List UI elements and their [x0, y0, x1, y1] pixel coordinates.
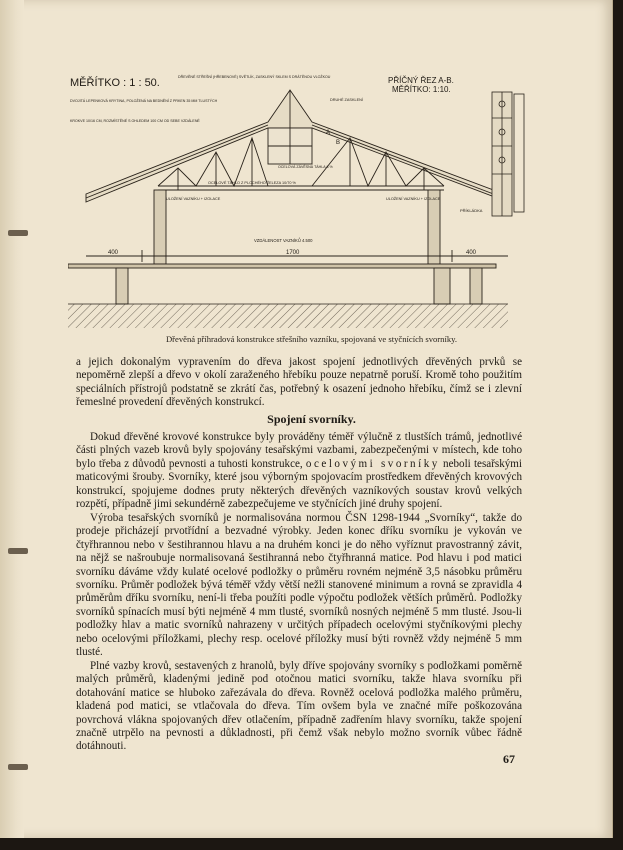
- roof-window-label: DŘEVĚNÉ STŘEŠNÍ (HŘEBENOVÉ) SVĚTLÍK, ZASKLENÝ SKLEM S DRÁTĚNOU VLOŽKOU: [178, 75, 331, 79]
- dim-mid: 1700: [286, 250, 300, 256]
- pricky-label: PŘÍKLÁDKA: [460, 208, 483, 213]
- binding-hole: [8, 230, 28, 236]
- paragraph-2-end: neboli tesařskými maticovými šrouby. Svorníky, které jsou výborným spojovacím prostředkem dřevěných krovových konstrukcí, spojujeme dodnes pruty některých dřevěných vazníkových soustav krovů velkých rozpětí, případně jimi sekundérně zabezpečujeme ve styčnících jiné druhy spojení.: [76, 457, 523, 511]
- covering-label: DVOJITÁ LEPENKOVÁ KRYTINA, POLOŽENÁ NA BEDNĚNÍ Z PRKEN 35 MM TLUSTÝCH: [70, 99, 218, 103]
- dim-right: 400: [466, 250, 477, 256]
- cross-section-detail: [492, 92, 524, 216]
- section-scale-label: MĚŘÍTKO: 1:10.: [392, 85, 451, 94]
- paragraph-2-emphasis: ocelovými svorníky: [305, 457, 440, 470]
- section-mark-a: A: [326, 130, 331, 136]
- rafters-label: KROKVE 10/16 CM, ROZMÍSTĚNÉ S OHLEDEM 100 CM OD SEBE VZDÁLENÉ: [70, 119, 200, 123]
- span-label: VZDÁLENOST VAZNÍKŮ 4.500: [254, 238, 313, 243]
- paragraph-intro: [76, 356, 522, 410]
- paragraph-4: Plné vazby krovů, sestavených z hranolů, byly dříve spojovány svorníky s podložkami poměrně malých průměrů, kladenými jedině pod otočnou matici svorníku, takže hlava svorníku při dotahování matice se hluboko zařezávala do dřeva. Rovněž ocelová podložka malého průměru, kladená pod matici, se vtlačovala do dřeva. Tím ovšem byla ve značné míře poškozována povrchová vlákna spojovaných dřev otlačením, případně zadřením hlavy svorníku, takže spojení značně utrpělo na pevnosti a důkladnosti, při čemž však nebylo možno svorník vůbec řádně dotáhnouti.: [76, 659, 522, 753]
- page-number: 67: [503, 752, 515, 766]
- ceiling-label: OCELOVÁ ZÁVĚSNÁ TÁHLA 8 %: [278, 165, 333, 169]
- paragraph-1: a jejich dokonalým vypravením do dřeva jakost spojení jednotlivých dřevěných prvků se nepoměrně zlepší a dřevo v okolí zaraženého hřebíku pouze nepatrně poruší. Kromě toho použitím speciálních přístrojů podstatně se zkrátí čas, potřebný k osazení jednoho hřebíku, čímž se i zlevní řemeslné provedení dřevěných konstrukcí.: [76, 356, 522, 409]
- paragraph-2: [76, 431, 522, 512]
- section-heading: Spojení svorníky.: [267, 412, 356, 426]
- dim-left: 400: [108, 250, 119, 256]
- figure-caption: Dřevěná příhradová konstrukce střešního vazníku, spojovaná ve styčnících svorníky.: [165, 334, 458, 344]
- section-label: PŘÍČNÝ ŘEZ A-B.: [388, 76, 454, 85]
- scale-label: MĚŘÍTKO : 1 : 50.: [70, 77, 160, 89]
- glazing-label: DRUHÉ ZASKLENÍ: [330, 98, 363, 102]
- paragraph-3: Výroba tesařských svorníků je normalisována normou ČSN 1298-1944 „Svorníky“, takže do prodeje přicházejí prvotřídní a bezvadné výrobky. Jeden konec dříku svorníku je vykován ve čtyřhrannou nebo v šestihrannou hlavu a na druhém konci je do něho vyříznut pravostranný závit, na nějž se našroubuje normalisovaná šestihranná nebo čtyřhranná matice. Pod hlavu i pod matici svorníku dáváme vždy kulaté ocelové podložky o průměru rovném nejméně 3,5 násobku průměru svorníku. Průměr podložek bývá téměř vždy větší nežli stanovené minimum a rovná se zpravidla 4 průměrům dříku svorníku, není-li třeba použíti podle výpočtu podložek větších průměrů. Podložky svorníků spínacích musí býti nejméně 4 mm tlusté, svorníků nosných nejméně 5 mm tlusté. Jsou-li podložky hlav a matic svorníků nahrazeny v určitých případech ocelovými styčníkovými plechy nebo ocelovými příložkami, plechy resp. ocelové příložky musí býti rovněž vždy nejméně 5 mm tlusté.: [76, 511, 522, 659]
- ground-hatch: [68, 304, 508, 328]
- section-mark-b: B: [336, 140, 341, 146]
- paragraph-2-start: Dokud dřevěné krovové konstrukce byly prováděny téměř výlučně z tlustších trámů, jednotlivé části plných vazeb krovů byly spojovány tesařskými vazbami, zabezpečenými v místech, kde toho bylo třeba z důvodů pevnosti a tuhosti konstrukce,: [76, 431, 522, 470]
- binding-hole: [8, 548, 28, 554]
- binding-hole: [8, 764, 28, 770]
- truss-drawing: [68, 64, 528, 330]
- body-text: [76, 431, 522, 754]
- support-right-label: ULOŽENÍ VAZNÍKU + IZOLACE: [386, 197, 441, 201]
- support-left-label: ULOŽENÍ VAZNÍKU + IZOLACE: [166, 197, 221, 201]
- beam-label: OCELOVÉ TÁHLO Z PLOCHÉHO ŽELEZA 10/70 %: [208, 181, 296, 185]
